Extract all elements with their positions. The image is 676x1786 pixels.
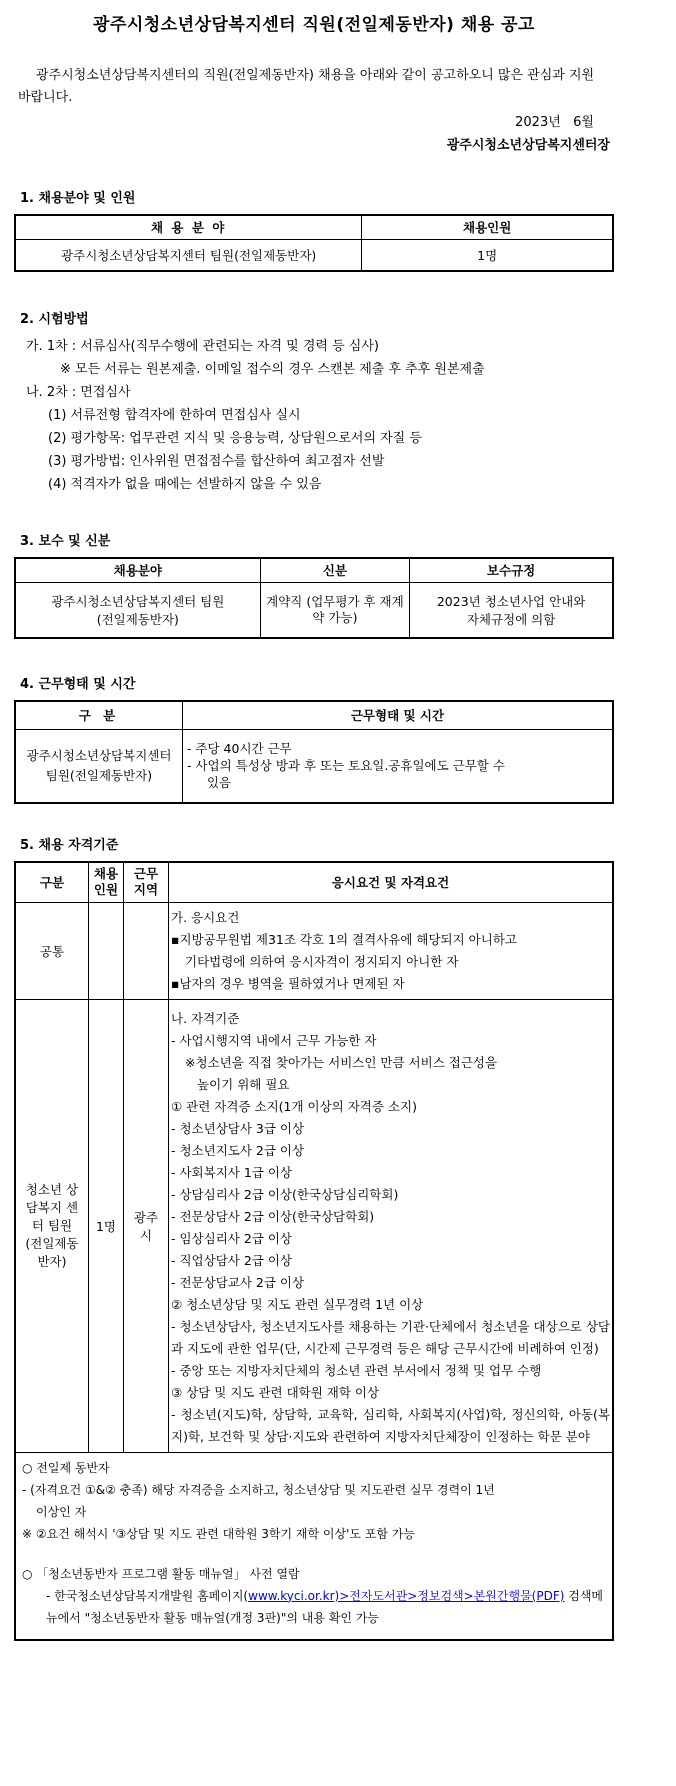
main-requirements — [169, 999, 614, 1452]
issuer-name: 광주시청소년상담복지센터장 — [446, 138, 610, 153]
req-line: ▪지방공무원법 제31조 각호 1의 결격사유에 해당되지 아니하고 — [171, 931, 517, 947]
req-line: - 사회복지사 1급 이상 — [171, 1164, 292, 1180]
list-item: (3) 평가방법: 인사위원 면접점수를 합산하여 최고점자 선발 — [48, 454, 385, 469]
req-line: - 청소년상담사 3급 이상 — [171, 1120, 305, 1136]
main-label: 청소년 상담복지 센터 팀원 (전일제동 반자) — [15, 999, 89, 1452]
header-category: 구 분 — [15, 701, 182, 729]
main-count: 1명 — [89, 999, 124, 1452]
work-type-table — [14, 700, 614, 804]
work-line: - 사업의 특성상 방과 후 또는 토요일.공휴일에도 근무할 수 — [186, 758, 505, 774]
req-line: 가. 응시요건 — [171, 909, 240, 925]
notes-cell — [15, 1452, 613, 1640]
req-line: 나. 자격기준 — [171, 1010, 240, 1026]
header-field: 채용분야 — [15, 558, 260, 582]
req-line: ※청소년을 직접 찾아가는 서비스인 만큼 서비스 접근성을 — [185, 1054, 498, 1070]
req-line: - 청소년지도사 2급 이상 — [171, 1142, 305, 1158]
note-text: - 한국청소년상담복지개발원 홈페이지( — [46, 1588, 249, 1603]
req-line: - 청소년상담사, 청소년지도사를 채용하는 기관·단체에서 청소년을 대상으로 상담과 지도에 관한 업무(단, 시간제 근무경력 등은 해당 근무시간에 비례하여 인정) — [171, 1318, 610, 1356]
work-type-cell — [182, 729, 613, 803]
req-line: - 직업상담사 2급 이상 — [171, 1252, 292, 1268]
work-line: - 주당 40시간 근무 — [186, 741, 292, 757]
intro-text: 광주시청소년상담복지센터의 직원(전일제동반자) 채용을 아래와 같이 공고하오니 많은 관심과 지원 바랍니다. — [18, 68, 595, 105]
req-line: - 전문상담교사 2급 이상 — [171, 1274, 305, 1290]
req-line: ③ 상담 및 지도 관련 대학원 재학 이상 — [171, 1384, 380, 1400]
header-category: 구분 — [15, 862, 89, 902]
note-line: - (자격요건 ①&② 충족) 해당 자격증을 소지하고, 청소년상담 및 지도관련 실무 경력이 1년 — [22, 1482, 495, 1497]
recruitment-table — [14, 214, 614, 272]
note-line: ※ ②요건 해석시 '③상담 및 지도 관련 대학원 3학기 재학 이상'도 포함 가능 — [22, 1526, 415, 1541]
req-line: ① 관련 자격증 소지(1개 이상의 자격증 소지) — [171, 1098, 417, 1114]
section-3-heading: 3. 보수 및 신분 — [20, 534, 111, 549]
req-line: ② 청소년상담 및 지도 관련 실무경력 1년 이상 — [171, 1296, 424, 1312]
list-item: 나. 2차 : 면접심사 — [26, 385, 131, 400]
spacer — [22, 1545, 606, 1563]
section-1-heading: 1. 채용분야 및 인원 — [20, 191, 136, 206]
section-5-heading: 5. 채용 자격기준 — [20, 838, 119, 853]
common-count — [89, 902, 124, 999]
header-status: 신분 — [260, 558, 410, 582]
header-field: 채 용 분 야 — [15, 215, 362, 239]
header-requirements: 응시요건 및 자격요건 — [169, 862, 614, 902]
header-count: 채용인원 — [362, 215, 613, 239]
kyci-link[interactable]: www.kyci.or.kr)>전자도서관>정보검색>본원간행물(PDF) — [248, 1588, 565, 1603]
main-region: 광주시 — [124, 999, 169, 1452]
qualification-table — [14, 861, 614, 1641]
req-line: - 중앙 또는 지방자치단체의 청소년 관련 부서에서 정책 및 업무 수행 — [171, 1362, 542, 1378]
category-cell: 광주시청소년상담복지센터 팀원(전일제동반자) — [15, 729, 182, 803]
req-line: 높이기 위해 필요 — [197, 1076, 290, 1092]
common-requirements — [169, 902, 614, 999]
status-cell: 계약직 (업무평가 후 재계약 가능) — [260, 582, 410, 638]
page-title: 광주시청소년상담복지센터 직원(전일제동반자) 채용 공고 — [93, 15, 535, 35]
exam-method-list — [14, 335, 614, 496]
header-count: 채용 인원 — [89, 862, 124, 902]
list-item: (1) 서류전형 합격자에 한하여 면접심사 실시 — [48, 408, 301, 423]
pay-status-table — [14, 557, 614, 639]
note-line: 이상인 자 — [36, 1504, 87, 1519]
section-2-heading: 2. 시험방법 — [20, 312, 89, 327]
field-cell: 광주시청소년상담복지센터 팀원(전일제동반자) — [15, 239, 362, 271]
list-item: (2) 평가항목: 업무관련 지식 및 응용능력, 상담원으로서의 자질 등 — [48, 431, 422, 446]
req-line: ▪남자의 경우 병역을 필하였거나 면제된 자 — [171, 975, 405, 991]
announcement-page — [14, 0, 614, 1641]
header-work-type: 근무형태 및 시간 — [182, 701, 613, 729]
announcement-date: 2023년 6월 — [515, 115, 594, 130]
section-4-heading: 4. 근무형태 및 시간 — [20, 677, 136, 692]
count-cell: 1명 — [362, 239, 613, 271]
field-cell: 광주시청소년상담복지센터 팀원(전일제동반자) — [15, 582, 260, 638]
req-line: - 전문상담사 2급 이상(한국상담학회) — [171, 1208, 375, 1224]
note-line: ○ 「청소년동반자 프로그램 활동 매뉴얼」 사전 열람 — [22, 1566, 300, 1581]
req-line: - 임상심리사 2급 이상 — [171, 1230, 292, 1246]
req-line: - 상담심리사 2급 이상(한국상담심리학회) — [171, 1186, 399, 1202]
list-item: (4) 적격자가 없을 때에는 선발하지 않을 수 있음 — [48, 477, 322, 492]
common-region — [124, 902, 169, 999]
header-pay: 보수규정 — [410, 558, 613, 582]
req-line: 기타법령에 의하여 응시자격이 정지되지 아니한 자 — [185, 953, 459, 969]
pay-cell: 2023년 청소년사업 안내와 자체규정에 의함 — [410, 582, 613, 638]
req-line: - 청소년(지도)학, 상담학, 교육학, 심리학, 사회복지(사업)학, 정신의학, 아동(복지)학, 보건학 및 상담·지도와 관련하여 지방자치단체장이 인정하는 학문 분야 — [171, 1406, 610, 1444]
req-line: - 사업시행지역 내에서 근무 가능한 자 — [171, 1032, 377, 1048]
common-label: 공통 — [15, 902, 89, 999]
work-line: 있음 — [206, 775, 232, 791]
note-line: ○ 전일제 동반자 — [22, 1460, 110, 1475]
header-region: 근무 지역 — [124, 862, 169, 902]
note-line — [22, 1585, 606, 1629]
note-text: 검색메뉴에서 "청소년동반자 활동 매뉴얼(개정 3판)"의 내용 확인 가능 — [46, 1588, 603, 1625]
list-item: 가. 1차 : 서류심사(직무수행에 관련되는 자격 및 경력 등 심사) — [26, 339, 379, 354]
list-item: ※ 모든 서류는 원본제출. 이메일 접수의 경우 스캔본 제출 후 추후 원본제출 — [60, 362, 485, 377]
